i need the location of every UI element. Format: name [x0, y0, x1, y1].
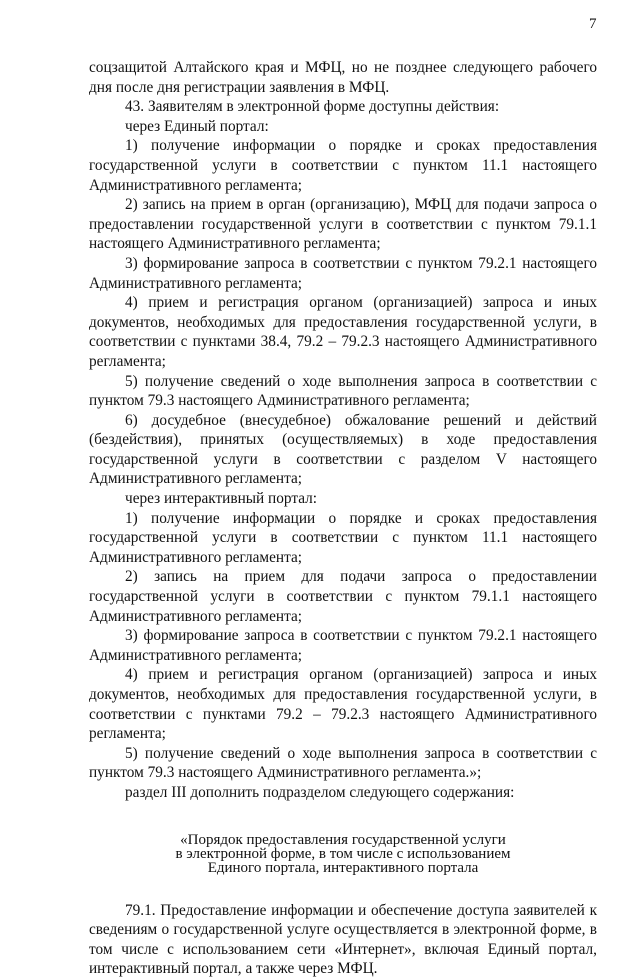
section-heading: [89, 833, 597, 875]
list-item: 1) получение информации о порядке и сроках предоставления государственной услуги в соответствии с пунктом 11.1 настоящего Административного регламента;: [89, 509, 597, 566]
list-item: 4) прием и регистрация органом (организацией) запроса и иных документов, необходимых для предоставления государственной услуги, в соответствии с пунктами 79.2 – 79.2.3 настоящего Административного регламента;: [89, 666, 597, 743]
list-item: 2) запись на прием для подачи запроса о предоставлении государственной услуги в соответствии с пунктом 79.1.1 настоящего Административного регламента;: [89, 568, 597, 625]
list-item: 2) запись на прием в орган (организацию), МФЦ для подачи запроса о предоставлении государственной услуги в соответствии с пунктом 79.1.1 настоящего Административного регламента;: [89, 196, 597, 253]
list-item: 3) формирование запроса в соответствии с пунктом 79.2.1 настоящего Административного регламента;: [89, 254, 597, 292]
heading-line: Единого портала, интерактивного портала: [207, 859, 479, 876]
page-number: 7: [589, 16, 597, 32]
heading-line: в электронной форме, в том числе с использованием: [175, 845, 511, 862]
list-item: 5) получение сведений о ходе выполнения запроса в соответствии с пунктом 79.3 настоящего Административного регламента.»;: [89, 744, 597, 782]
paragraph: соцзащитой Алтайского края и МФЦ, но не позднее следующего рабочего дня после дня регистрации заявления в МФЦ.: [89, 59, 597, 96]
document-body: [89, 58, 597, 979]
paragraph: через Единый портал:: [125, 117, 269, 135]
paragraph: 79.1. Предоставление информации и обеспечение доступа заявителей к сведениям о государственной услуге осуществляется в электронной форме, в том числе с использованием сети «Интернет», включая Единый портал, интерактивный портал, а также через МФЦ.: [89, 901, 597, 978]
list-item: 3) формирование запроса в соответствии с пунктом 79.2.1 настоящего Административного регламента;: [89, 627, 597, 664]
list-item: 4) прием и регистрация органом (организацией) запроса и иных документов, необходимых для предоставления государственной услуги, в соответствии с пунктами 38.4, 79.2 – 79.2.3 настоящего Административного регламента;: [89, 294, 597, 370]
list-item: 1) получение информации о порядке и сроках предоставления государственной услуги в соответствии с пунктом 11.1 настоящего Административного регламента;: [89, 137, 597, 194]
list-item: 5) получение сведений о ходе выполнения запроса в соответствии с пунктом 79.3 настоящего Административного регламента;: [89, 372, 597, 410]
paragraph: через интерактивный портал:: [125, 490, 318, 508]
list-item: 6) досудебное (внесудебное) обжалование решений и действий (бездействия), принятых (осуществляемых) в ходе предоставления государственной услуги в соответствии с разделом V настоящего Административного регламента;: [89, 411, 597, 488]
paragraph: 43. Заявителям в электронной форме доступны действия:: [125, 98, 500, 116]
paragraph: раздел III дополнить подразделом следующего содержания:: [125, 783, 515, 801]
heading-line: «Порядок предоставления государственной услуги: [180, 831, 506, 848]
